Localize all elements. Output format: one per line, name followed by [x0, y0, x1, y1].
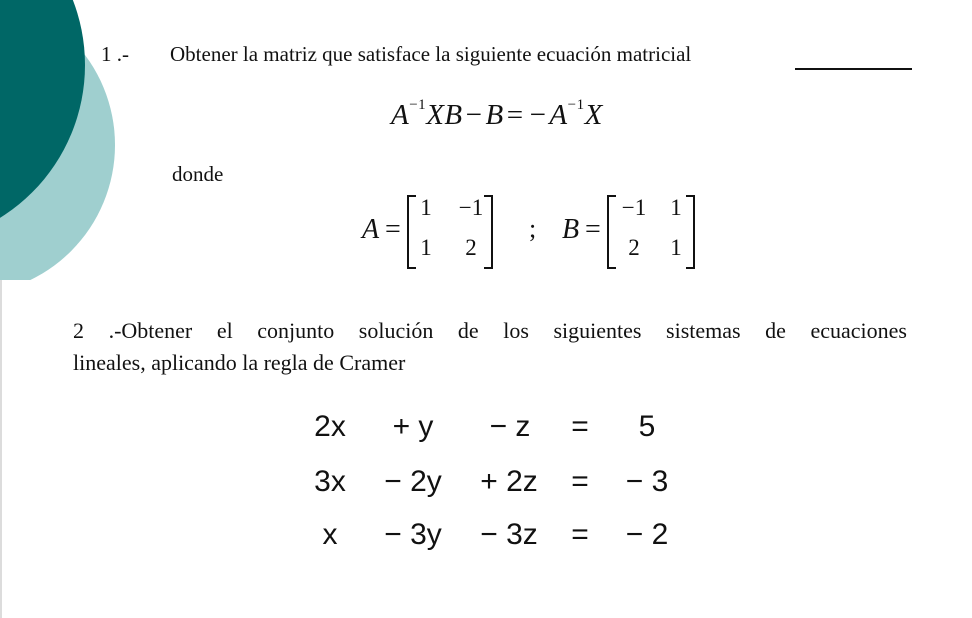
eq-rhs-x: X: [584, 99, 603, 131]
system-term: − 3z: [480, 518, 538, 551]
system-equals: =: [571, 410, 589, 443]
matrix-b-equals: =: [585, 214, 601, 245]
eq-xb: XB: [426, 99, 463, 131]
system-term: + 2z: [480, 465, 538, 498]
eq-minus: −: [465, 99, 483, 131]
system-term: 3x: [314, 465, 346, 498]
matrix-a-cell: 1: [420, 195, 432, 220]
matrix-a-equals: =: [385, 214, 401, 245]
eq-rhs-a-exponent: −1: [567, 97, 585, 114]
system-term: 2x: [314, 410, 346, 443]
donde-label: donde: [172, 162, 224, 186]
answer-line: [795, 68, 912, 70]
matrix-a-cell: −1: [458, 195, 484, 220]
system-rhs: − 3: [625, 465, 669, 498]
question-2-text-line-1: 2 .-Obtener el conjunto solución de los siguientes sistemas de ecuaciones: [73, 318, 907, 343]
eq-equals: =: [506, 99, 524, 131]
system-rhs: − 2: [625, 518, 669, 551]
eq-a-exponent: −1: [409, 97, 427, 114]
matrix-b-left-bracket: [607, 195, 616, 269]
matrix-b-cell: 1: [670, 235, 682, 260]
system-rhs: 5: [638, 410, 656, 443]
eq-neg: −: [529, 99, 547, 131]
matrix-separator: ;: [529, 214, 537, 243]
eq-rhs-a: A: [549, 99, 568, 131]
system-term: − z: [489, 410, 531, 443]
matrix-a-cell: 2: [465, 235, 477, 260]
matrix-b-cell: 1: [670, 195, 682, 220]
system-term: − 3y: [384, 518, 442, 551]
question-2-text-line-2: lineales, aplicando la regla de Cramer: [73, 350, 406, 375]
matrix-b-cell: −1: [621, 195, 647, 220]
question-1-text: Obtener la matriz que satisface la siguiente ecuación matricial: [170, 42, 692, 66]
eq-a: A: [391, 99, 410, 131]
system-equals: =: [571, 465, 589, 498]
matrix-a-label: A: [362, 214, 380, 245]
matrix-equation: [391, 99, 603, 132]
matrix-b-right-bracket: [686, 195, 695, 269]
system-term: + y: [392, 410, 434, 443]
eq-b: B: [485, 99, 504, 131]
system-term: x: [322, 518, 338, 551]
matrix-b-label: B: [562, 214, 580, 245]
system-term: − 2y: [384, 465, 442, 498]
question-1-number: 1 .-: [101, 42, 129, 66]
matrix-b-cell: 2: [628, 235, 640, 260]
matrix-a-cell: 1: [420, 235, 432, 260]
matrix-a-right-bracket: [484, 195, 493, 269]
system-equals: =: [571, 518, 589, 551]
